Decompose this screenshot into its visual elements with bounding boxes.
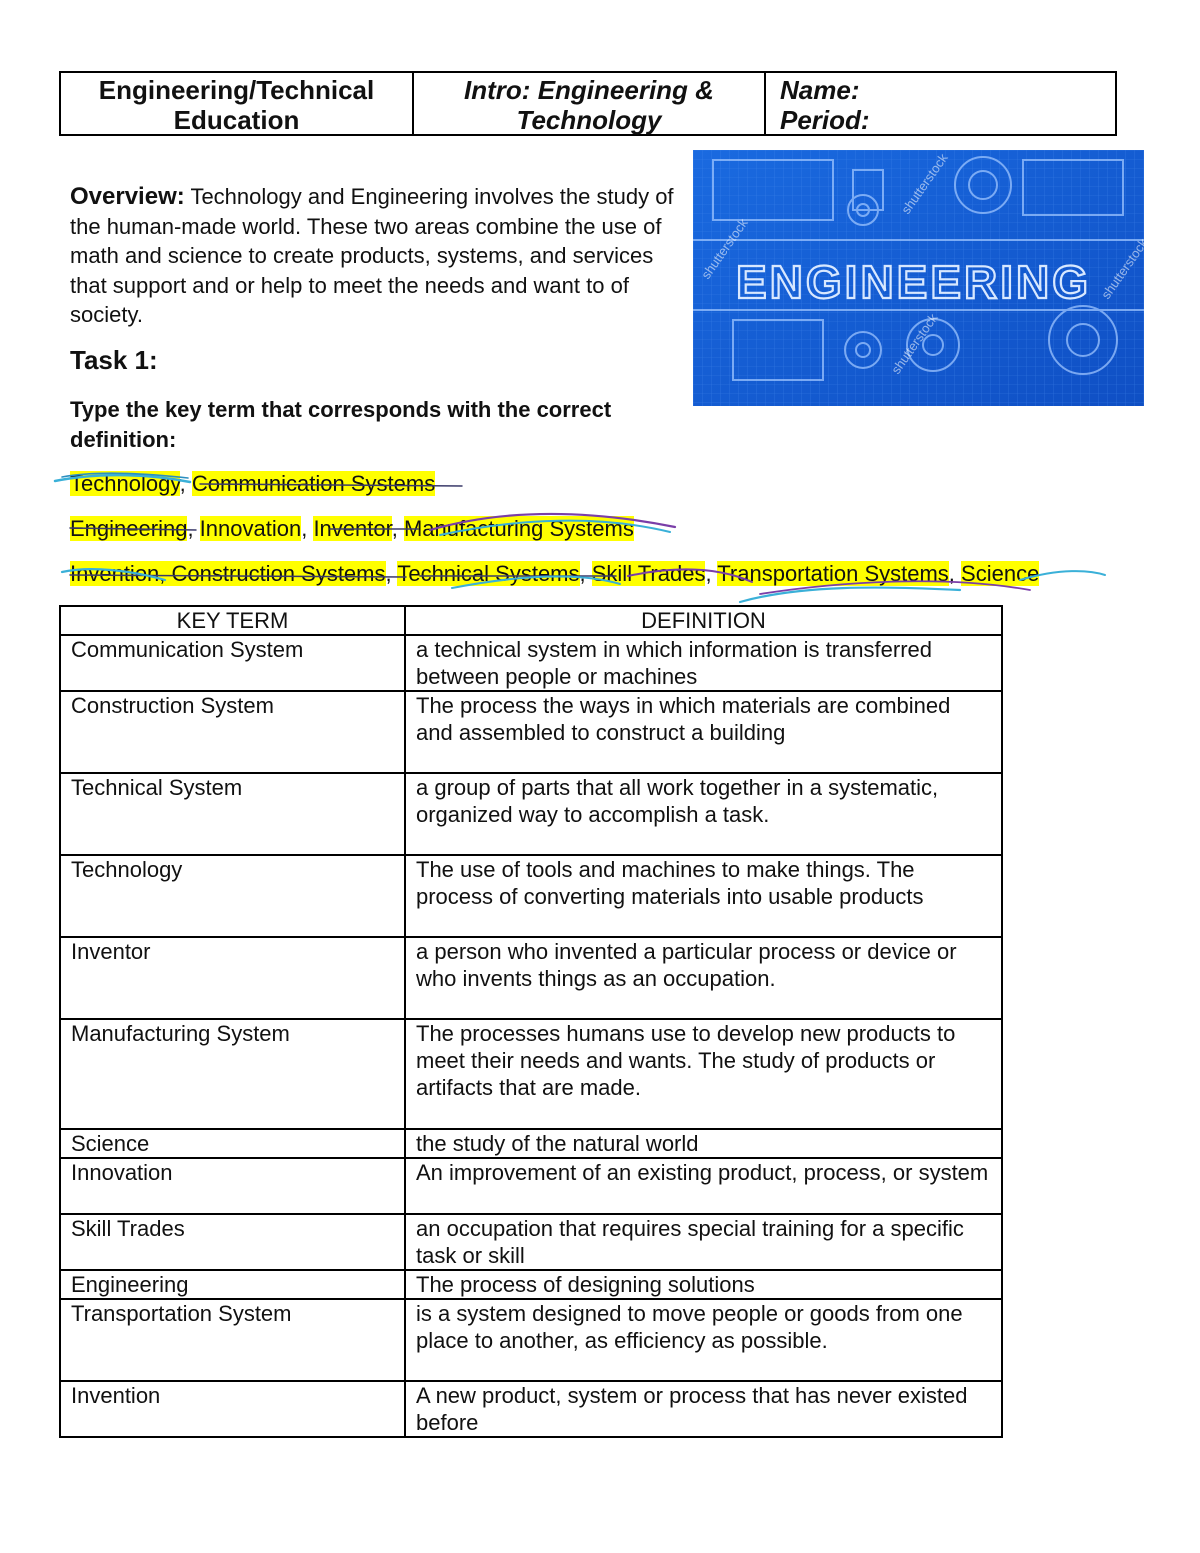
task-title: Task 1:: [70, 345, 158, 375]
table-row: [60, 1381, 1002, 1437]
term-cell: Technology: [60, 855, 405, 937]
definition-cell: a group of parts that all work together in a systematic, organized way to accomplish a task.: [405, 773, 1002, 855]
table-row: [60, 1299, 1002, 1381]
definition-cell: The process the ways in which materials are combined and assembled to construct a building: [405, 691, 1002, 773]
header-course-line2: Education: [173, 105, 300, 135]
table-row: [60, 1129, 1002, 1158]
definition-cell: A new product, system or process that has never existed before: [405, 1381, 1002, 1437]
table-row: [60, 691, 1002, 773]
term-cell: Engineering: [60, 1270, 405, 1299]
header-unit: [414, 73, 766, 134]
term-bank-item: Technical Systems: [397, 561, 580, 586]
definition-cell: The process of designing solutions: [405, 1270, 1002, 1299]
term-cell: Skill Trades: [60, 1214, 405, 1270]
header-student: [766, 73, 1115, 134]
banner-watermark-4: shutterstock: [888, 310, 941, 377]
definition-cell: an occupation that requires special training for a specific task or skill: [405, 1214, 1002, 1270]
term-bank-item: Invention: [70, 561, 160, 586]
table-row: [60, 1158, 1002, 1214]
term-bank-item: Manufacturing Systems: [403, 516, 634, 541]
overview-paragraph: [70, 182, 675, 330]
header-unit-line2: Technology: [516, 105, 662, 135]
table-row: [60, 773, 1002, 855]
name-label: Name:: [780, 75, 860, 105]
definition-cell: the study of the natural world: [405, 1129, 1002, 1158]
term-bank-item: Innovation: [199, 516, 302, 541]
table-row: [60, 635, 1002, 691]
key-term-table: [59, 605, 1003, 1438]
header-course: [61, 73, 414, 134]
table-row: [60, 855, 1002, 937]
engineering-banner-image: [693, 150, 1151, 406]
term-bank-item: Inventor: [313, 516, 392, 541]
table-row: [60, 1019, 1002, 1129]
term-cell: Inventor: [60, 937, 405, 1019]
table-header-row: [60, 606, 1002, 635]
header-unit-line1: Intro: Engineering &: [464, 75, 714, 105]
term-bank-item: Construction Systems: [171, 561, 386, 586]
term-bank-item: Communication Systems: [191, 471, 436, 496]
table-row: [60, 1270, 1002, 1299]
banner-watermark-3: shutterstock: [1098, 235, 1151, 302]
term-cell: Communication System: [60, 635, 405, 691]
banner-word: ENGINEERING: [736, 256, 1092, 308]
term-bank-item: Science: [961, 561, 1040, 586]
term-cell: Innovation: [60, 1158, 405, 1214]
term-bank-item: Engineering: [70, 516, 188, 541]
term-bank-line-3: Invention, Construction Systems, Technical Systems, Skill Trades, Transportation Systems, Science: [70, 561, 1040, 586]
header-table: [59, 71, 1117, 136]
term-cell: Science: [60, 1129, 405, 1158]
term-bank-line-2: Engineering, Innovation, Inventor, Manufacturing Systems: [70, 516, 634, 541]
term-cell: Technical System: [60, 773, 405, 855]
term-cell: Construction System: [60, 691, 405, 773]
period-label: Period:: [780, 105, 870, 135]
table-row: [60, 937, 1002, 1019]
task-instruction: Type the key term that corresponds with the correct definition:: [70, 397, 612, 452]
definition-cell: The processes humans use to develop new products to meet their needs and wants. The study of products or artifacts that are made.: [405, 1019, 1002, 1129]
overview-text: Technology and Engineering involves the study of the human-made world. These two areas combine the use of math and science to create products, systems, and services that support and or help to meet the needs and want to of society.: [70, 184, 674, 327]
term-cell: Manufacturing System: [60, 1019, 405, 1129]
header-course-line1: Engineering/Technical: [98, 75, 375, 105]
key-term-header: KEY TERM: [60, 606, 405, 635]
definition-cell: is a system designed to move people or goods from one place to another, as efficiency as possible.: [405, 1299, 1002, 1381]
definition-cell: An improvement of an existing product, process, or system: [405, 1158, 1002, 1214]
term-bank-item: Technology: [70, 471, 180, 496]
term-cell: Invention: [60, 1381, 405, 1437]
term-bank-line-1: Technology, Communication Systems: [70, 471, 436, 496]
banner-watermark-1: shutterstock: [698, 215, 751, 282]
definition-cell: The use of tools and machines to make things. The process of converting materials into usable products: [405, 855, 1002, 937]
definition-cell: a person who invented a particular process or device or who invents things as an occupation.: [405, 937, 1002, 1019]
overview-label: Overview:: [70, 183, 185, 210]
definition-cell: a technical system in which information is transferred between people or machines: [405, 635, 1002, 691]
term-bank-item: Skill Trades: [591, 561, 706, 586]
term-bank-item: Transportation Systems: [717, 561, 949, 586]
term-cell: Transportation System: [60, 1299, 405, 1381]
banner-watermark-2: shutterstock: [898, 150, 951, 217]
definition-header: DEFINITION: [405, 606, 1002, 635]
table-row: [60, 1214, 1002, 1270]
